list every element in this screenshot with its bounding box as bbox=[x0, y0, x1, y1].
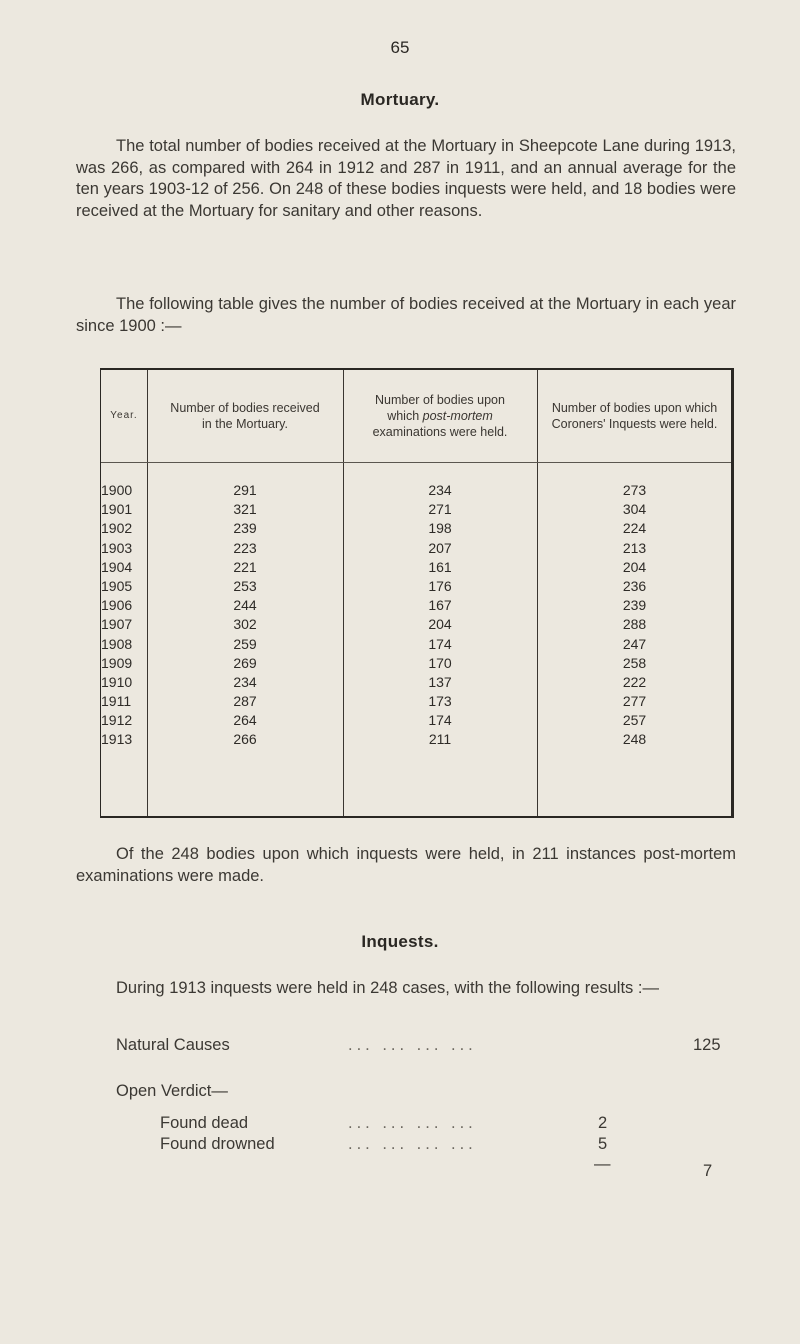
cell-received: 269 bbox=[233, 654, 257, 671]
cell-postmortem: 211 bbox=[428, 731, 452, 748]
inquests-intro bbox=[76, 978, 736, 1000]
mortuary-paragraph-1 bbox=[76, 136, 736, 222]
table-row bbox=[101, 674, 731, 693]
cell-year: 1900 bbox=[101, 482, 133, 498]
header-postmortem-italic: post-mortem bbox=[422, 409, 493, 423]
cell-inquests: 288 bbox=[622, 616, 647, 633]
cell-received: 239 bbox=[233, 520, 257, 537]
cell-year: 1906 bbox=[101, 597, 133, 614]
table-row bbox=[101, 636, 731, 655]
table-row bbox=[101, 693, 731, 712]
cell-postmortem: 176 bbox=[428, 577, 452, 594]
after-table-text: Of the 248 bodies upon which inquests were held, in 211 instances post-mortem examinations were made. bbox=[76, 845, 736, 885]
table-row bbox=[101, 616, 731, 635]
cell-postmortem: 207 bbox=[428, 539, 452, 556]
table-row bbox=[101, 597, 731, 616]
cell-received: 266 bbox=[233, 731, 257, 748]
cell-postmortem: 173 bbox=[428, 693, 452, 710]
cell-inquests: 304 bbox=[622, 501, 647, 518]
found-drowned-label: Found drowned bbox=[160, 1135, 275, 1153]
mortuary-table bbox=[100, 368, 734, 818]
found-drowned-value: 5 bbox=[598, 1135, 608, 1153]
mortuary-heading: Mortuary. bbox=[360, 90, 440, 109]
cell-postmortem: 161 bbox=[428, 558, 452, 575]
cell-inquests: 222 bbox=[622, 673, 647, 690]
leader-dots: ... ... ... ... bbox=[348, 1036, 477, 1054]
cell-received: 253 bbox=[233, 577, 257, 594]
subtotal-dash: — bbox=[594, 1155, 611, 1173]
cell-received: 259 bbox=[233, 635, 257, 652]
cell-postmortem: 174 bbox=[428, 712, 452, 729]
found-dead-value: 2 bbox=[598, 1114, 608, 1132]
table-row bbox=[101, 501, 731, 520]
mortuary-paragraph-2 bbox=[76, 294, 736, 337]
table-row bbox=[101, 482, 731, 501]
open-verdict-label: Open Verdict— bbox=[116, 1082, 228, 1100]
cell-received: 221 bbox=[233, 558, 257, 575]
header-year: Year. bbox=[110, 410, 138, 421]
cell-year: 1905 bbox=[101, 577, 133, 594]
cell-year: 1902 bbox=[101, 520, 133, 537]
table-row bbox=[101, 712, 731, 731]
cell-received: 321 bbox=[233, 501, 257, 518]
leader-dots: ... ... ... ... bbox=[348, 1135, 477, 1153]
table-row bbox=[101, 578, 731, 597]
header-divider bbox=[101, 462, 731, 463]
inquests-intro-text: During 1913 inquests were held in 248 cases, with the following results :— bbox=[116, 979, 659, 997]
cell-inquests: 247 bbox=[622, 635, 647, 652]
cell-year: 1911 bbox=[101, 693, 132, 710]
cell-postmortem: 137 bbox=[428, 673, 452, 690]
cell-year: 1910 bbox=[101, 673, 133, 690]
after-table-paragraph bbox=[76, 844, 736, 887]
mortuary-paragraph-1-text: The total number of bodies received at the Mortuary in Sheepcote Lane during 1913, was 266, as compared with 264 in 1912 and 287 in 1911, and an annual average for the ten years 1903-12 of 256. On 248 of these bodies inquests were held, and 18 bodies were received at the Mortuary for sanitary and other reasons. bbox=[76, 137, 736, 220]
cell-inquests: 224 bbox=[622, 520, 647, 537]
cell-inquests: 248 bbox=[622, 731, 647, 748]
cell-year: 1908 bbox=[101, 635, 133, 652]
natural-causes-label: Natural Causes bbox=[116, 1036, 230, 1054]
table-row bbox=[101, 520, 731, 539]
table-row bbox=[101, 731, 731, 750]
header-inquests: Number of bodies upon which Coroners' Inquests were held. bbox=[551, 401, 718, 431]
cell-received: 302 bbox=[233, 616, 257, 633]
cell-year: 1904 bbox=[101, 558, 133, 575]
found-dead-label: Found dead bbox=[160, 1114, 249, 1132]
cell-received: 291 bbox=[233, 482, 257, 498]
cell-inquests: 204 bbox=[622, 558, 647, 575]
cell-postmortem: 167 bbox=[428, 597, 452, 614]
cell-received: 264 bbox=[233, 712, 257, 729]
page-number: 65 bbox=[390, 38, 410, 57]
cell-postmortem: 198 bbox=[428, 520, 452, 537]
natural-causes-value: 125 bbox=[693, 1036, 721, 1054]
mortuary-paragraph-2-text: The following table gives the number of bodies received at the Mortuary in each year since 1900 :— bbox=[76, 295, 736, 335]
cell-year: 1909 bbox=[101, 654, 133, 671]
cell-year: 1907 bbox=[101, 616, 133, 633]
leader-dots: ... ... ... ... bbox=[348, 1114, 477, 1132]
cell-postmortem: 174 bbox=[428, 635, 452, 652]
inquests-heading: Inquests. bbox=[361, 932, 439, 951]
cell-inquests: 273 bbox=[622, 482, 647, 498]
header-postmortem bbox=[343, 370, 537, 462]
cell-year: 1901 bbox=[101, 501, 133, 518]
cell-received: 223 bbox=[233, 539, 257, 556]
cell-inquests: 239 bbox=[622, 597, 647, 614]
cell-year: 1912 bbox=[101, 712, 133, 729]
cell-inquests: 257 bbox=[622, 712, 647, 729]
cell-received: 287 bbox=[233, 693, 257, 710]
cell-year: 1903 bbox=[101, 539, 133, 556]
cell-postmortem: 234 bbox=[428, 482, 452, 498]
table-row bbox=[101, 655, 731, 674]
cell-inquests: 236 bbox=[622, 577, 647, 594]
cell-postmortem: 204 bbox=[428, 616, 452, 633]
table-body bbox=[101, 482, 731, 751]
header-postmortem-text-1: Number of bodies upon which bbox=[375, 393, 505, 423]
cell-year: 1913 bbox=[101, 731, 133, 748]
table-row bbox=[101, 559, 731, 578]
header-received: Number of bodies received in the Mortuary. bbox=[170, 401, 320, 431]
cell-received: 234 bbox=[233, 673, 257, 690]
table-row bbox=[101, 540, 731, 559]
cell-inquests: 258 bbox=[622, 654, 647, 671]
cell-inquests: 213 bbox=[622, 539, 647, 556]
header-postmortem-text-2: examinations were held. bbox=[372, 425, 508, 439]
cell-inquests: 277 bbox=[622, 693, 647, 710]
cell-postmortem: 170 bbox=[428, 654, 452, 671]
open-verdict-total: 7 bbox=[703, 1162, 713, 1180]
cell-postmortem: 271 bbox=[428, 501, 452, 518]
cell-received: 244 bbox=[233, 597, 257, 614]
